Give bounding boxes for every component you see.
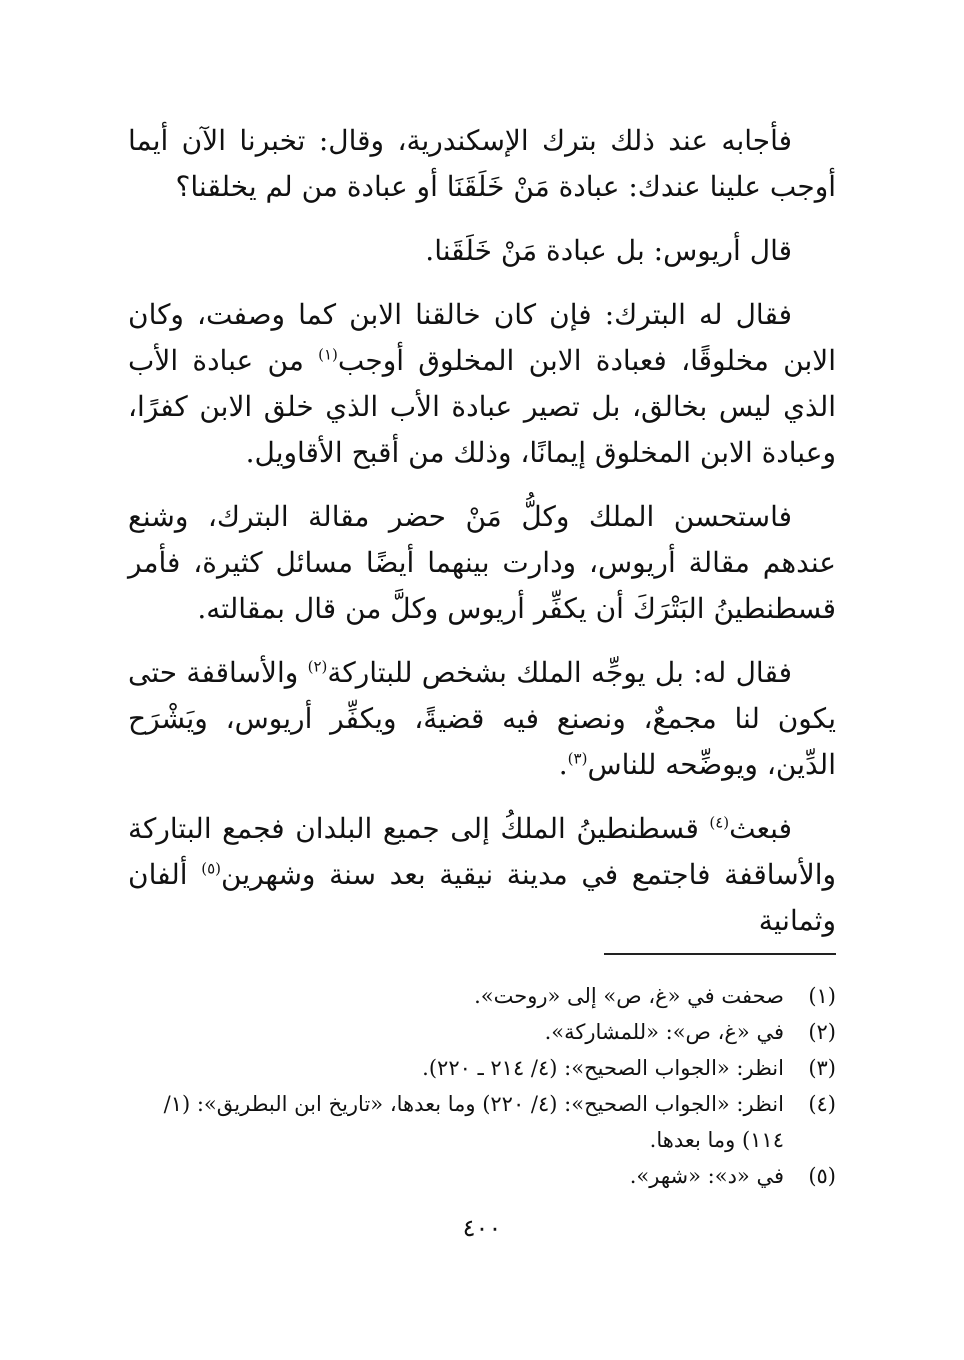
footnote-number: (١) [808, 984, 836, 1008]
footnote-separator [604, 953, 836, 955]
paragraph [128, 650, 836, 788]
footnotes [128, 978, 836, 1194]
paragraph-text: والأساقفة حتى يكون لنا مجمعٌ، ونصنع فيه قضيةً، ويكفِّر أريوس، ويَشْرَح الدِّين، ويوضِّحه للناس [128, 656, 836, 781]
paragraph-text: فأجابه عند ذلك بترك الإسكندرية، وقال: تخبرنا الآن أيما أوجب علينا عندك: عبادة مَنْ خَلَقَنَا أو عبادة من لم يخلقنا؟ [128, 124, 836, 203]
paragraph-text: . [558, 748, 568, 781]
paragraph [128, 118, 836, 210]
footnote-reference: (٣) [567, 749, 588, 768]
paragraph [128, 292, 836, 476]
footnote-number: (٥) [808, 1164, 836, 1188]
paragraph-text: فقال له: بل يوجِّه الملك بشخص للبتاركة [327, 656, 792, 689]
paragraph-text: فقال له البترك: فإن كان خالقنا الابن كما وصفت، وكان الابن مخلوقًا، فعبادة الابن المخلوق أوجب [128, 298, 836, 377]
page-number: ٤٠٠ [462, 1214, 502, 1242]
footnote-reference: (٤) [709, 813, 730, 832]
paragraph-text: ألفان وثمانية [128, 858, 836, 937]
paragraph [128, 228, 836, 274]
footnote-number: (٣) [808, 1056, 836, 1080]
paragraph [128, 494, 836, 632]
footnote-text: في «د»: «شهر». [629, 1164, 784, 1188]
paragraph-text: فبعث [729, 812, 792, 845]
footnote-number: (٤) [808, 1092, 836, 1116]
footnote [128, 1158, 836, 1194]
paragraph-text: قسطنطينُ الملكُ إلى جميع البلدان فجمع البتاركة والأساقفة فاجتمع في مدينة نيقية بعد سنة وشهرين [128, 812, 837, 891]
footnote [128, 978, 836, 1014]
footnote-text: في «غ، ص»: «للمشاركة». [544, 1020, 784, 1044]
footnote [128, 1086, 836, 1158]
footnote-number: (٢) [808, 1020, 836, 1044]
footnote-reference: (٢) [307, 657, 328, 676]
footnote-text: انظر: «الجواب الصحيح»: (٤/ ٢١٤ ـ ٢٢٠). [422, 1056, 784, 1080]
footnote [128, 1014, 836, 1050]
footnote-reference: (٥) [201, 859, 221, 878]
footnote-text: صحفت في «غ، ص» إلى «روحت». [474, 984, 784, 1008]
paragraph [128, 806, 836, 944]
footnote [128, 1050, 836, 1086]
paragraph-text: قال أريوس: بل عبادة مَنْ خَلَقَنا. [425, 234, 792, 267]
footnote-reference: (١) [318, 345, 338, 364]
main-text [128, 118, 836, 962]
paragraph-text: فاستحسن الملك وكلُّ مَنْ حضر مقالة البترك، وشنع عندهم مقالة أريوس، ودارت بينهما أيضًا مسائل كثيرة، فأمر قسطنطينُ البَتْرَكَ أن يكفِّر أريوس وكلَّ من قال بمقالته. [128, 500, 836, 625]
footnote-text: انظر: «الجواب الصحيح»: (٤/ ٢٢٠) وما بعدها، «تاريخ ابن البطريق»: (١/ ١١٤) وما بعدها. [163, 1092, 784, 1152]
paragraph-text: من عبادة الأب الذي ليس بخالق، بل تصير عبادة الأب الذي خلق الابن كفرًا، وعبادة الابن المخلوق إيمانًا، وذلك من أقبح الأقاويل. [128, 344, 836, 469]
